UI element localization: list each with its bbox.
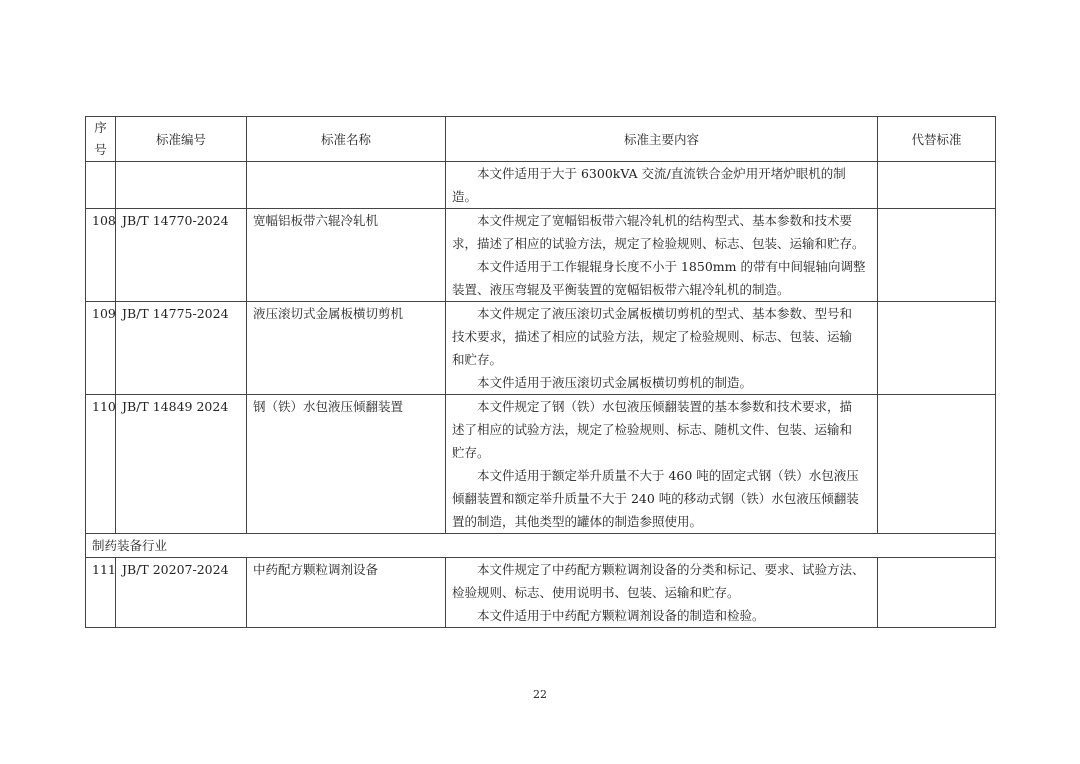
category-title: 制药装备行业	[86, 534, 996, 558]
content-cell	[446, 162, 878, 209]
content-line: 本文件规定了钢（铁）水包液压倾翻装置的基本参数和技术要求，描	[477, 399, 853, 414]
content-line: 本文件适用于液压滚切式金属板横切剪机的制造。	[477, 375, 753, 390]
code-cell: JB/T 20207-2024	[116, 558, 247, 628]
table-row	[86, 162, 996, 209]
replaces-cell	[878, 209, 996, 302]
content-line: 贮存。	[452, 445, 490, 460]
content-line: 倾翻装置和额定举升质量不大于 240 吨的移动式钢（铁）水包液压倾翻装	[452, 491, 859, 506]
replaces-cell	[878, 302, 996, 395]
content-line: 技术要求，描述了相应的试验方法，规定了检验规则、标志、包装、运输	[452, 329, 853, 344]
content-line: 置的制造，其他类型的罐体的制造参照使用。	[452, 514, 703, 529]
name-cell: 宽幅铝板带六辊冷轧机	[247, 209, 446, 302]
content-line: 检验规则、标志、使用说明书、包装、运输和贮存。	[452, 585, 740, 600]
table-row	[86, 209, 996, 302]
code-cell: JB/T 14770-2024	[116, 209, 247, 302]
header-code: 标准编号	[116, 117, 247, 162]
name-cell	[247, 162, 446, 209]
code-cell: JB/T 14775-2024	[116, 302, 247, 395]
name-cell: 钢（铁）水包液压倾翻装置	[247, 395, 446, 534]
replaces-cell	[878, 558, 996, 628]
content-cell	[446, 395, 878, 534]
seq-cell: 109	[86, 302, 116, 395]
code-cell	[116, 162, 247, 209]
content-cell	[446, 302, 878, 395]
content-line: 本文件适用于大于 6300kVA 交流/直流铁合金炉用开堵炉眼机的制	[477, 166, 846, 181]
standards-table	[85, 116, 996, 628]
header-name: 标准名称	[247, 117, 446, 162]
name-cell: 中药配方颗粒调剂设备	[247, 558, 446, 628]
content-line: 本文件适用于额定举升质量不大于 460 吨的固定式钢（铁）水包液压	[477, 468, 859, 483]
name-cell: 液压滚切式金属板横切剪机	[247, 302, 446, 395]
content-line: 本文件适用于工作辊辊身长度不小于 1850mm 的带有中间辊轴向调整	[477, 259, 866, 274]
seq-cell: 108	[86, 209, 116, 302]
table-row	[86, 558, 996, 628]
header-content: 标准主要内容	[446, 117, 878, 162]
content-line: 和贮存。	[452, 352, 503, 367]
header-replaces: 代替标准	[878, 117, 996, 162]
table-header-row	[86, 117, 996, 162]
table-row	[86, 302, 996, 395]
replaces-cell	[878, 162, 996, 209]
seq-cell	[86, 162, 116, 209]
category-row	[86, 534, 996, 558]
content-line: 造。	[452, 189, 478, 204]
replaces-cell	[878, 395, 996, 534]
content-line: 求，描述了相应的试验方法，规定了检验规则、标志、包装、运输和贮存。	[452, 236, 865, 251]
header-seq: 序 号	[86, 117, 116, 162]
table-row	[86, 395, 996, 534]
content-line: 述了相应的试验方法，规定了检验规则、标志、随机文件、包装、运输和	[452, 422, 853, 437]
seq-cell: 111	[86, 558, 116, 628]
code-cell: JB/T 14849 2024	[116, 395, 247, 534]
content-line: 本文件规定了中药配方颗粒调剂设备的分类和标记、要求、试验方法、	[477, 562, 865, 577]
content-cell	[446, 209, 878, 302]
page-number: 22	[533, 688, 547, 701]
content-cell	[446, 558, 878, 628]
content-line: 本文件适用于中药配方颗粒调剂设备的制造和检验。	[477, 608, 765, 623]
content-line: 本文件规定了宽幅铝板带六辊冷轧机的结构型式、基本参数和技术要	[477, 213, 853, 228]
table-body	[86, 162, 996, 628]
content-line: 装置、液压弯辊及平衡装置的宽幅铝板带六辊冷轧机的制造。	[452, 282, 790, 297]
content-line: 本文件规定了液压滚切式金属板横切剪机的型式、基本参数、型号和	[477, 306, 853, 321]
seq-cell: 110	[86, 395, 116, 534]
